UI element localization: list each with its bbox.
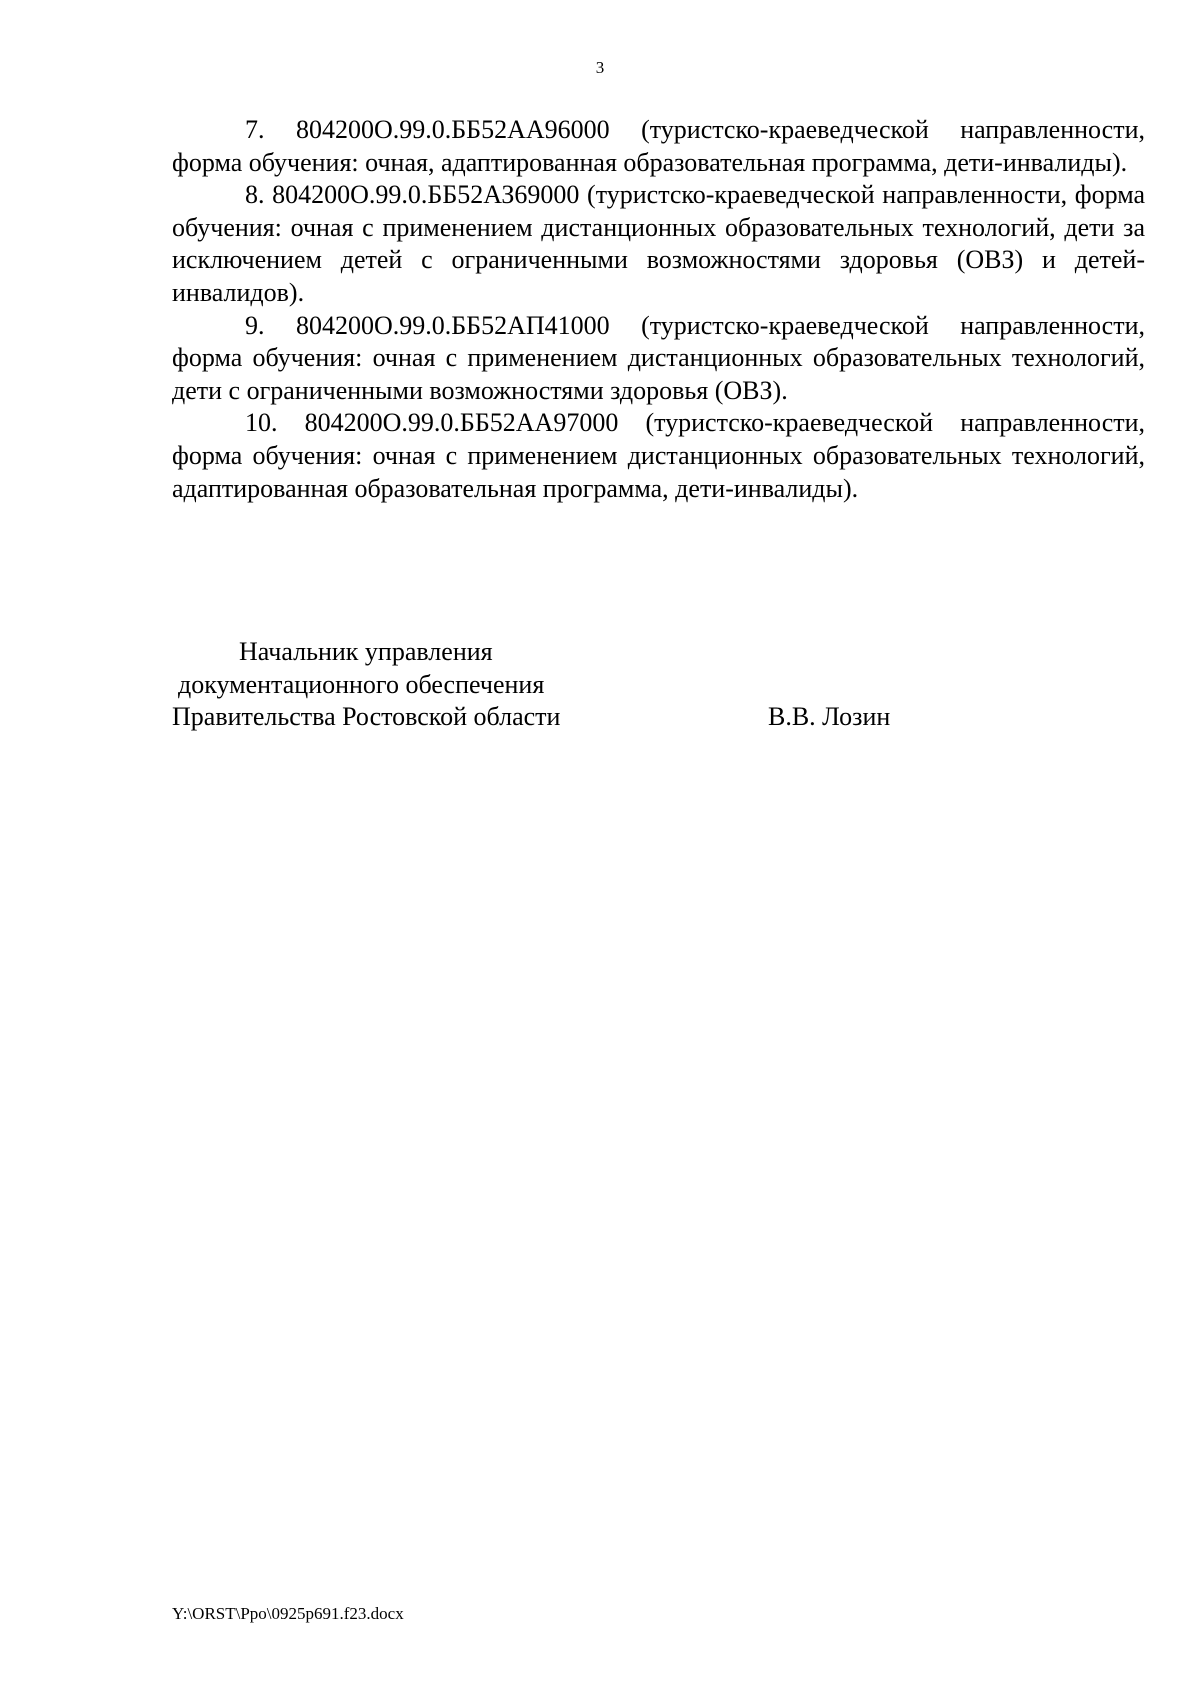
signatory-position-line-1: Начальник управления: [239, 637, 493, 666]
list-item-8: [172, 179, 1145, 309]
item-text: 804200О.99.0.ББ52АА97000 (туристско-краеведческой направленности, форма обучения: очная с применением дистанционных образовательных технологий, адаптированная образовательная программа, дети-инвалиды).: [172, 408, 1146, 503]
document-body: [172, 114, 1145, 505]
list-item-9: [172, 310, 1145, 408]
signatory-name: В.В. Лозин: [768, 702, 891, 732]
signatory-position-line-2: документационного обеспечения: [178, 669, 545, 699]
item-number: 9.: [245, 310, 265, 340]
signatory-position-line-3: Правительства Ростовской области: [172, 702, 561, 732]
page-number: 3: [595, 58, 605, 77]
item-number: 7.: [245, 115, 265, 144]
signature-row: [172, 701, 972, 734]
item-number: 8.: [245, 180, 265, 210]
signature-block: [172, 636, 972, 734]
item-text: 804200О.99.0.ББ52АЗ69000 (туристско-краеведческой направленности, форма обучения: очная с применением дистанционных образовательных технологий, дети за исключением детей с ограниченными возможностями здоровья (ОВЗ) и детей-инвалидов).: [172, 180, 1146, 307]
list-item-10: [172, 407, 1145, 505]
list-item-7: [172, 114, 1145, 179]
footer-file-path: Y:\ORST\Ppo\0925p691.f23.docx: [172, 1604, 404, 1623]
item-text: 804200О.99.0.ББ52АА96000 (туристско-краеведческой направленности, форма обучения: очная, адаптированная образовательная программа, дети-инвалиды).: [172, 115, 1146, 177]
item-text: 804200О.99.0.ББ52АП41000 (туристско-краеведческой направленности, форма обучения: очная с применением дистанционных образовательных технологий, дети с ограниченными возможностями здоровья (ОВЗ).: [172, 310, 1146, 405]
item-number: 10.: [245, 408, 278, 438]
